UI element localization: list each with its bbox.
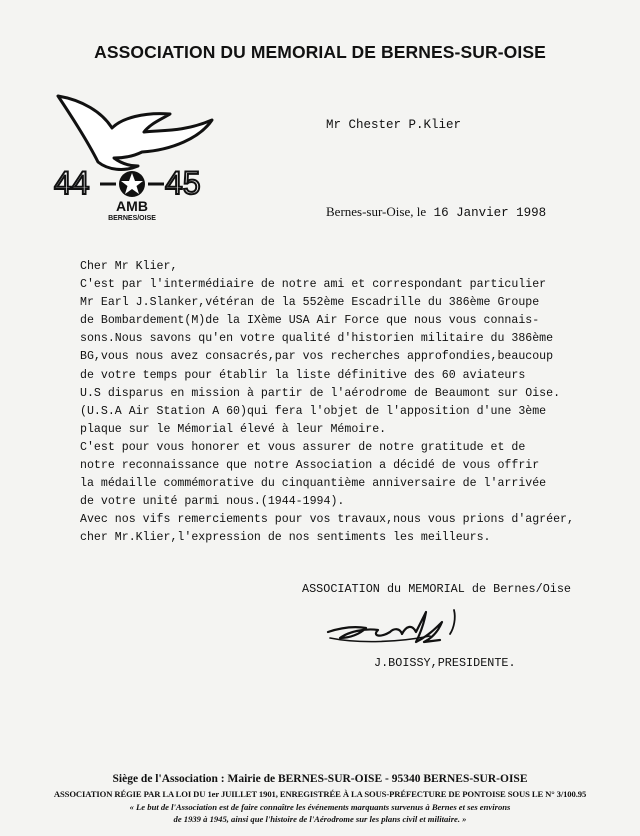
- footer-address: Siège de l'Association : Mairie de BERNES-SUR-OISE - 95340 BERNES-SUR-OISE: [112, 773, 528, 785]
- letter-line: (U.S.A Air Station A 60)qui fera l'objet de l'apposition d'une 3ème: [80, 404, 547, 418]
- signer-name: J.BOISSY,PRESIDENTE.: [374, 656, 516, 670]
- logo-year-right: 45: [165, 165, 201, 201]
- letter-line: U.S disparus en mission à partir de l'aérodrome de Beaumont sur Oise.: [80, 386, 561, 400]
- letter-line: de votre temps pour établir la liste définitive des 60 aviateurs: [80, 368, 526, 382]
- footer: [0, 772, 640, 825]
- letter-line: Cher Mr Klier,: [80, 260, 178, 273]
- logo-year-left: 44: [54, 165, 90, 201]
- letter-line: BG,vous nous avez consacrés,par vos recherches approfondies,beaucoup: [80, 350, 554, 364]
- letter-line: notre reconnaissance que notre Association a décidé de vous offrir: [80, 459, 540, 473]
- association-logo: [52, 92, 222, 222]
- letter-line: C'est par l'intermédiaire de notre ami et correspondant particulier: [80, 278, 547, 292]
- logo-acronym: AMB: [116, 198, 148, 214]
- letter-line: plaque sur le Mémorial élevé à leur Mémoire.: [80, 422, 387, 436]
- letter-line: de Bombardement(M)de la IXème USA Air Force que nous vous connais-: [80, 314, 540, 328]
- handwritten-signature: [320, 598, 470, 654]
- letter-line: C'est pour vous honorer et vous assurer de notre gratitude et de: [80, 440, 526, 454]
- letter-line: cher Mr.Klier,l'expression de nos sentiments les meilleurs.: [80, 531, 491, 545]
- letterhead-title: ASSOCIATION DU MEMORIAL DE BERNES-SUR-OISE: [94, 42, 546, 62]
- footer-registration: ASSOCIATION RÉGIE PAR LA LOI DU 1er JUILLET 1901, ENREGISTRÉE À LA SOUS-PRÉFECTURE DE PONTOISE SOUS LE N° 3/100.95: [53, 789, 587, 799]
- logo-town: BERNES/OISE: [108, 215, 156, 222]
- letter-line: sons.Nous savons qu'en votre qualité d'historien militaire du 386ème: [80, 332, 554, 346]
- footer-purpose-line1: « Le but de l'Association est de faire connaître les événements marquants survenus à Bernes et ses environs: [129, 802, 511, 812]
- recipient-name: Mr Chester P.Klier: [326, 118, 462, 132]
- dove-icon: [58, 96, 212, 169]
- dateline: [326, 204, 546, 220]
- letter-line: Avec nos vifs remerciements pour vos travaux,nous vous prions d'agréer,: [80, 513, 574, 527]
- dateline-place: Bernes-sur-Oise, le: [326, 204, 427, 219]
- letter-line: Mr Earl J.Slanker,vétéran de la 552ème Escadrille du 386ème Groupe: [80, 296, 540, 310]
- letter-line: la médaille commémorative du cinquantième anniversaire de l'arrivée: [80, 477, 547, 491]
- letter-line: de votre unité parmi nous.(1944-1994).: [80, 495, 345, 509]
- letter-body: [80, 258, 610, 548]
- dateline-date: 16 Janvier 1998: [433, 206, 547, 220]
- signature-organization: ASSOCIATION du MEMORIAL de Bernes/Oise: [302, 582, 572, 596]
- footer-purpose-line2: de 1939 à 1945, ainsi que l'histoire de l'Aérodrome sur les plans civil et militaire. »: [173, 814, 467, 824]
